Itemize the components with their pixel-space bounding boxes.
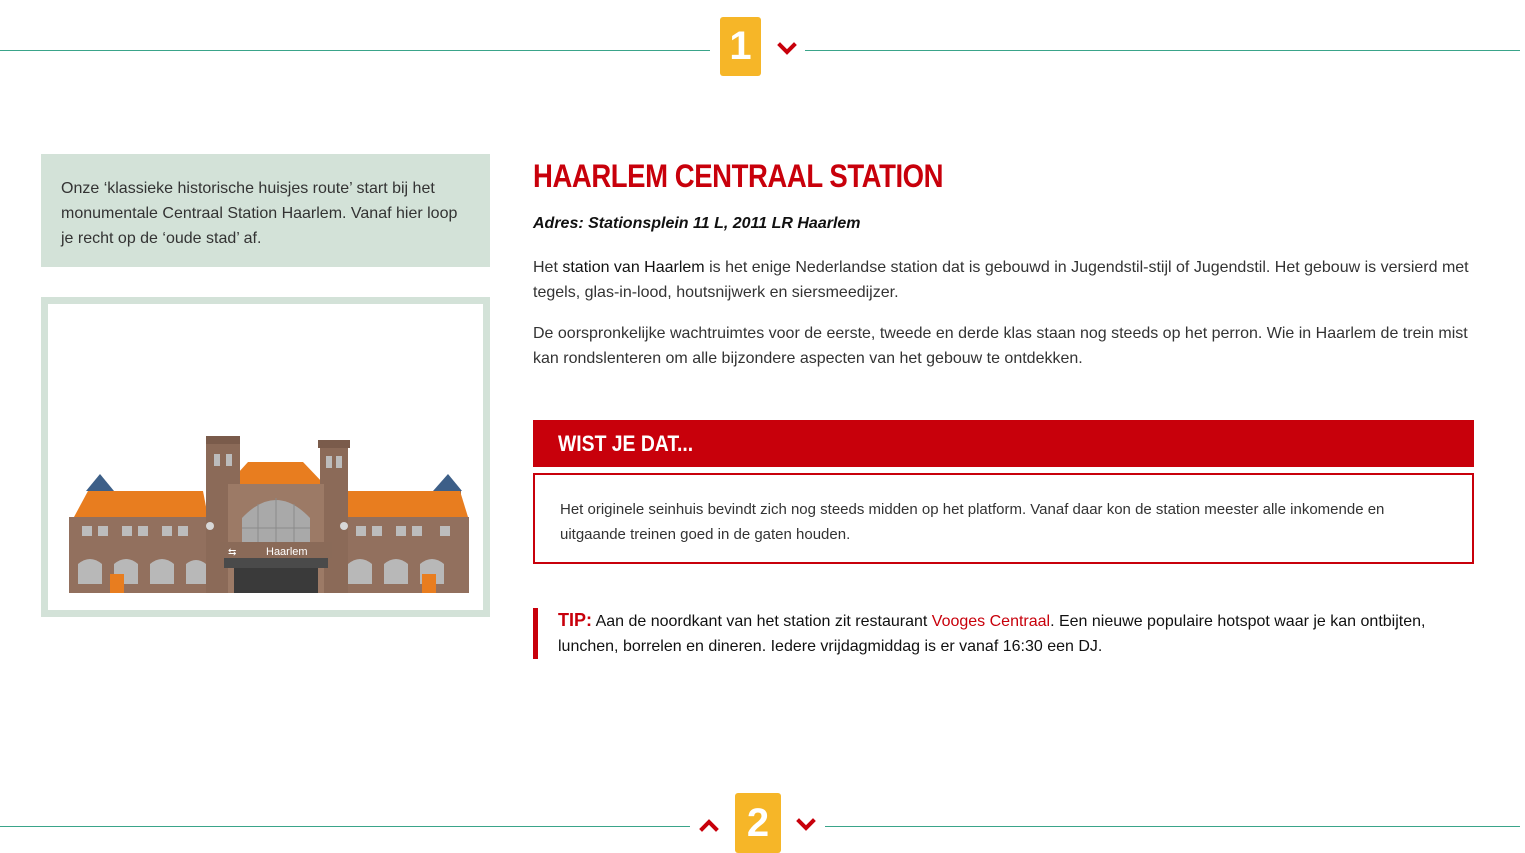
step-number-badge-1: 1 (720, 17, 761, 76)
para1-suffix: is het enige Nederlandse station dat is gebouwd in Jugendstil-stijl of Jugendstil. Het gebouw is versierd met tegels, glas-in-lood, houtsnijwerk en siersmeedijzer. (533, 259, 1469, 301)
paragraph-2: De oorspronkelijke wachtruimtes voor de eerste, tweede en derde klas staan nog steeds op het perron. Wie in Haarlem de trein mist kan rondslenteren om alle bijzondere aspecten van het gebouw te ontdekken. (533, 325, 1468, 367)
tip-block (558, 608, 1458, 659)
haarlem-station-illustration (48, 304, 483, 610)
tip-prefix: Aan de noordkant van het station zit restaurant (592, 613, 932, 630)
tip-suffix: . Een nieuwe populaire hotspot waar je kan ontbijten, lunchen, borrelen en dineren. Iedere vrijdagmiddag is er vanaf 16:30 een DJ. (558, 613, 1426, 655)
chevron-down-icon[interactable] (777, 42, 797, 56)
page-title: HAARLEM CENTRAAL STATION (533, 158, 944, 194)
chevron-down-icon[interactable] (796, 818, 816, 832)
bottom-divider-left (0, 826, 690, 827)
chevron-up-icon[interactable] (699, 818, 719, 832)
address: Adres: Stationsplein 11 L, 2011 LR Haarlem (533, 215, 861, 232)
para1-prefix: Het (533, 259, 563, 276)
vooges-centraal-link[interactable]: Vooges Centraal (931, 613, 1051, 630)
top-divider-right (805, 50, 1520, 51)
bottom-divider-right (825, 826, 1520, 827)
top-divider-left (0, 50, 710, 51)
step-number-badge-2: 2 (735, 793, 781, 853)
svg-text:⇆: ⇆ (228, 547, 237, 558)
intro-text: Onze ‘klassieke historische huisjes route’ start bij het monumentale Centraal Station Haarlem. Vanaf hier loop je recht op de ‘oude stad’ af. (61, 180, 458, 247)
paragraph-1 (533, 255, 1478, 305)
station-illustration-frame (41, 297, 490, 617)
wist-je-dat-body (533, 473, 1474, 564)
svg-text:Haarlem: Haarlem (266, 546, 308, 558)
wist-je-dat-title: WIST JE DAT... (558, 430, 694, 456)
station-link[interactable]: station van Haarlem (562, 259, 705, 276)
wist-je-dat-header (533, 420, 1474, 467)
wist-je-dat-text: Het originele seinhuis bevindt zich nog steeds midden op het platform. Vanaf daar kon de station meester alle inkomende en uitgaande treinen goed in de gaten houden. (560, 501, 1385, 543)
tip-label: TIP: (558, 610, 592, 630)
intro-box (41, 154, 490, 267)
tip-accent-bar (533, 608, 538, 659)
